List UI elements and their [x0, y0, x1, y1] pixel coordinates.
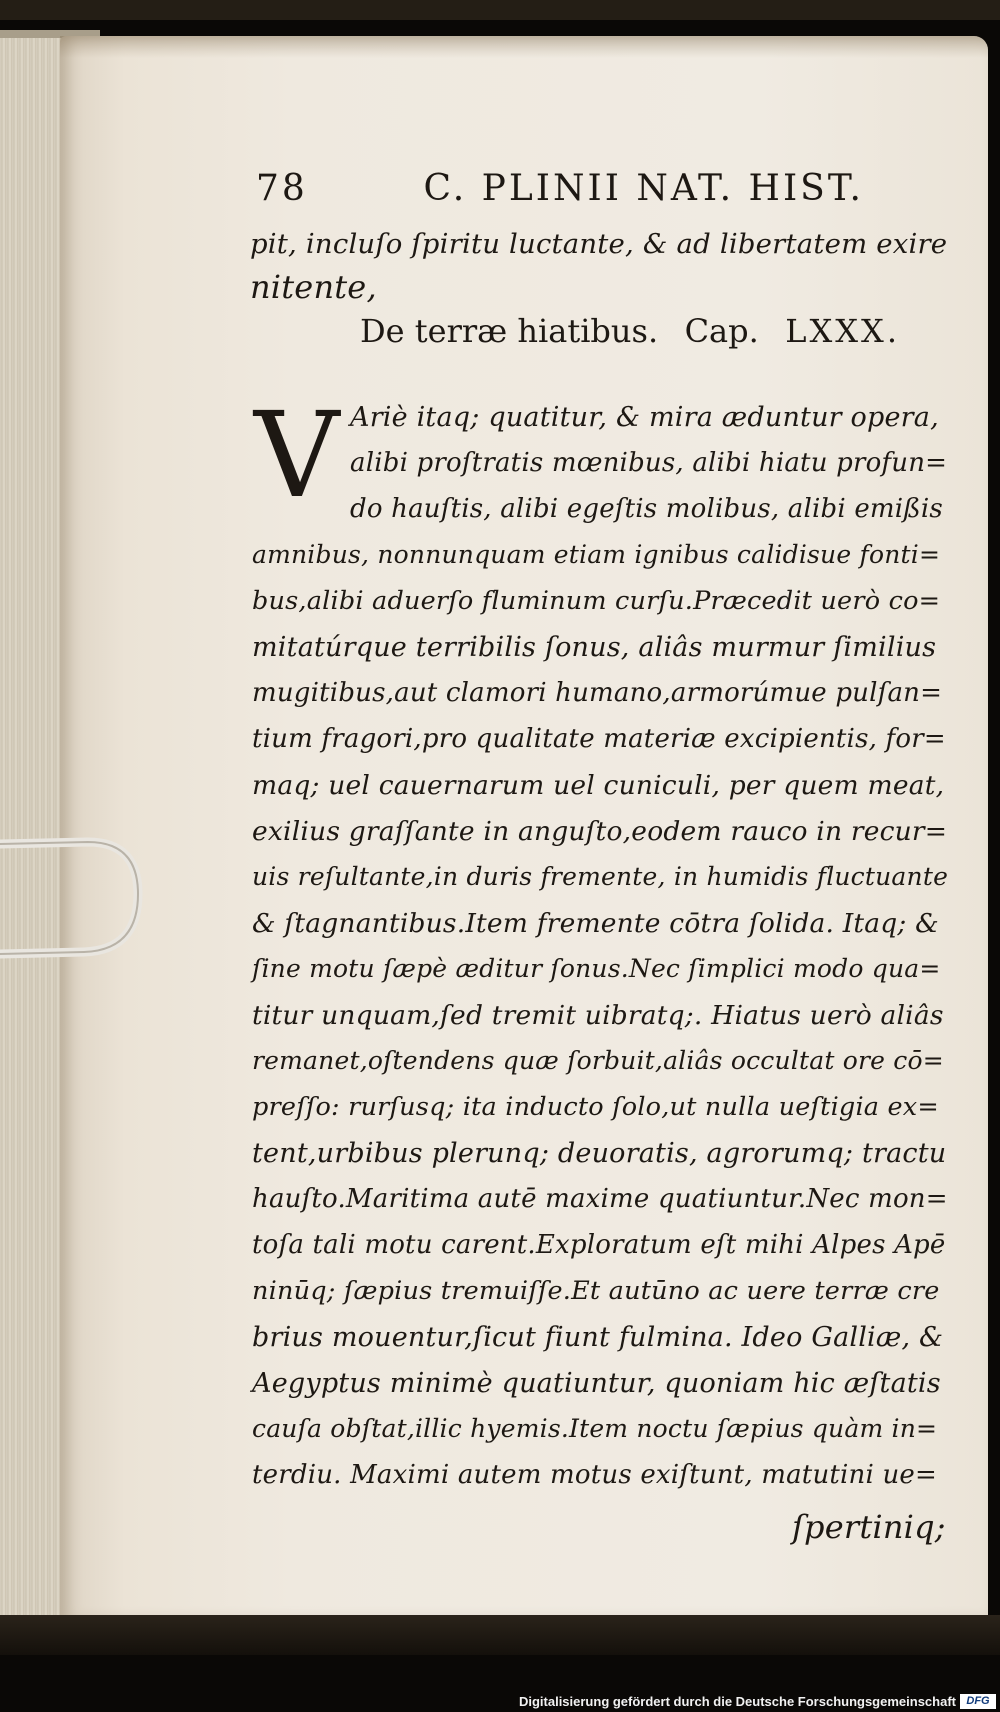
text-line: bus,alibi aduerſo fluminum curſu.Præcedit uerò co= — [252, 586, 941, 616]
cover-strip — [0, 1615, 1000, 1655]
text-line: pit, incluſo ſpiritu luctante, & ad libertatem exire — [250, 228, 948, 260]
dfg-logo: DFG — [960, 1694, 996, 1709]
text-line: titur unquam,ſed tremit uibratq;. Hiatus uerò aliâs — [252, 1000, 944, 1031]
chapter-heading — [360, 312, 900, 350]
text-line: terdiu. Maximi autem motus exiſtunt, matutini ue= — [252, 1460, 938, 1490]
running-header — [256, 168, 864, 209]
text-line: tium fragori,pro qualitate materiæ excipientis, for= — [252, 724, 946, 754]
text-line: tent,urbibus plerunq; deuoratis, agrorumq; tractu — [252, 1138, 947, 1169]
text-line: Ariè itaq; quatitur, & mira æduntur opera, — [350, 402, 939, 433]
chapter-title: De terræ hiatibus. — [360, 312, 659, 350]
page-number: 78 — [256, 168, 308, 209]
page-edges — [0, 38, 68, 1620]
text-line: alibi proſtratis mœnibus, alibi hiatu profun= — [350, 448, 948, 478]
text-line: & ſtagnantibus.Item fremente cōtra ſolida. Itaq; & — [252, 908, 939, 939]
running-title: C. PLINII NAT. HIST. — [423, 168, 864, 209]
text-line: remanet,oſtendens quæ ſorbuit,aliâs occultat ore cō= — [252, 1046, 944, 1075]
text-line: uis reſultante,in duris fremente, in humidis fluctuante — [252, 862, 949, 891]
drop-cap: V — [254, 386, 340, 524]
catchword: ſpertiniq; — [792, 1508, 946, 1546]
text-line: maq; uel cauernarum uel cuniculi, per quem meat, — [252, 770, 945, 801]
text-line: hauſto.Maritima autē maxime quatiuntur.Nec mon= — [252, 1184, 948, 1214]
text-line: brius mouentur,ſicut fiunt fulmina. Ideo Galliæ, & — [252, 1322, 944, 1353]
text-line: preſſo: rurſusq; ita inducto ſolo,ut nulla ueſtigia ex= — [252, 1092, 939, 1122]
top-band — [0, 0, 1000, 20]
text-line: amnibus, nonnunquam etiam ignibus calidisue fonti= — [252, 540, 941, 569]
footer-credit: Digitalisierung gefördert durch die Deutsche Forschungsgemeinschaft — [518, 1694, 956, 1709]
text-line: nitente, — [250, 268, 377, 306]
text-line: mugitibus,aut clamori humano,armorúmue pulſan= — [252, 678, 943, 708]
text-line: cauſa obſtat,illic hyemis.Item noctu ſæpius quàm in= — [252, 1414, 938, 1443]
text-line: ninūq; ſæpius tremuiſſe.Et autūno ac uere terræ cre — [252, 1276, 940, 1306]
text-line: Aegyptus minimè quatiuntur, quoniam hic æſtatis — [252, 1368, 941, 1399]
text-line: exilius graſſante in anguſto,eodem rauco in recur= — [252, 816, 948, 847]
text-line: do hauſtis, alibi egeſtis molibus, alibi emißis — [350, 494, 943, 524]
paper-clip-icon — [0, 832, 145, 972]
text-line: toſa tali motu carent.Exploratum eſt mihi Alpes Apē — [252, 1230, 946, 1260]
text-line: ſine motu ſæpè æditur ſonus.Nec ſimplici modo qua= — [252, 954, 941, 983]
chapter-number: LXXX. — [785, 312, 900, 350]
chapter-cap-label: Cap. — [684, 312, 759, 350]
text-line: mitatúrque terribilis ſonus, aliâs murmur ſimilius — [252, 632, 937, 663]
page-top-shadow — [60, 36, 988, 58]
